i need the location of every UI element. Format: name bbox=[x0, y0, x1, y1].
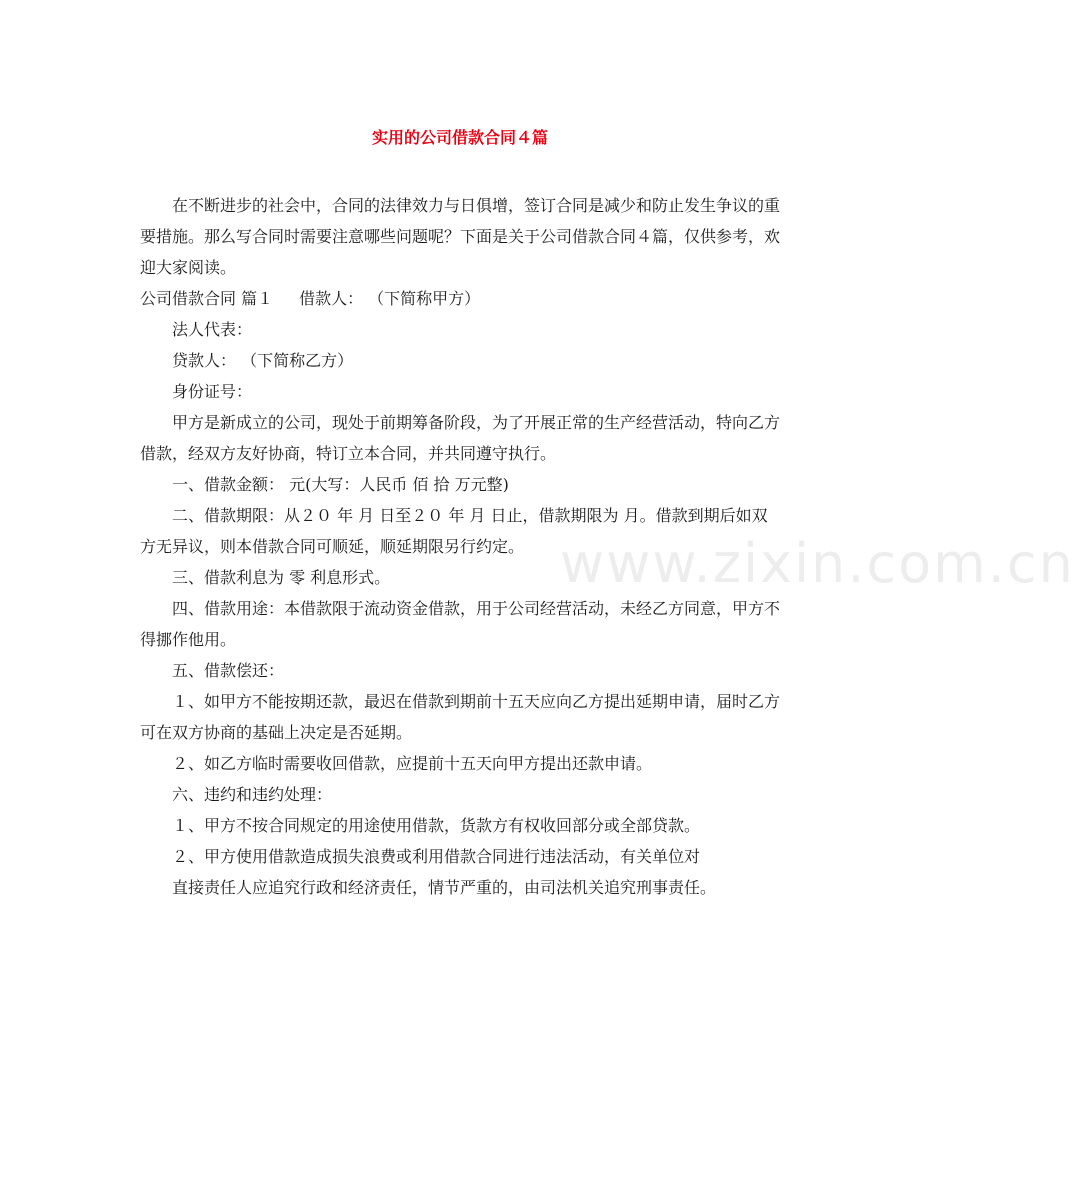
lender-line: 贷款人： （下简称乙方） bbox=[172, 351, 354, 370]
section-title: 公司借款合同 篇１ bbox=[140, 289, 274, 308]
purpose-paragraph: 甲方是新成立的公司，现处于前期筹备阶段，为了开展正常的生产经营活动，特向乙方借款，经双方友好协商，特订立本合同，并共同遵守执行。 bbox=[140, 413, 781, 463]
document-body bbox=[140, 190, 780, 903]
clause-interest: 三、借款利息为 零 利息形式。 bbox=[172, 568, 391, 587]
breach-item-2-continued: 直接责任人应追究行政和经济责任，情节严重的，由司法机关追究刑事责任。 bbox=[172, 878, 717, 897]
repayment-item-2: ２、如乙方临时需要收回借款，应提前十五天向甲方提出还款申请。 bbox=[172, 754, 653, 773]
document-title: 实用的公司借款合同４篇 bbox=[371, 128, 548, 147]
clause-repayment: 五、借款偿还： bbox=[172, 661, 285, 680]
section-heading-line bbox=[140, 283, 780, 314]
clause-amount: 一、借款金额： 元(大写：人民币 佰 拾 万元整) bbox=[172, 475, 509, 494]
id-number-line: 身份证号： bbox=[172, 382, 253, 401]
borrower-line: 借款人： （下简称甲方） bbox=[299, 289, 481, 308]
breach-item-1: １、甲方不按合同规定的用途使用借款，货款方有权收回部分或全部贷款。 bbox=[172, 816, 701, 835]
breach-item-2: ２、甲方使用借款造成损失浪费或利用借款合同进行违法活动，有关单位对 bbox=[172, 847, 701, 866]
watermark: www.zixin.com.cn bbox=[560, 532, 1075, 595]
clause-term: 二、借款期限：从２０ 年 月 日至２０ 年 月 日止，借款期限为 月。借款到期后如双方无异议，则本借款合同可顺延，顺延期限另行约定。 bbox=[140, 506, 768, 556]
repayment-item-1: １、如甲方不能按期还款，最迟在借款到期前十五天应向乙方提出延期申请，届时乙方可在双方协商的基础上决定是否延期。 bbox=[140, 692, 781, 742]
clause-usage: 四、借款用途：本借款限于流动资金借款，用于公司经营活动，未经乙方同意，甲方不得挪作他用。 bbox=[140, 599, 781, 649]
intro-paragraph: 在不断进步的社会中，合同的法律效力与日俱增，签订合同是减少和防止发生争议的重要措施。那么写合同时需要注意哪些问题呢？下面是关于公司借款合同４篇，仅供参考，欢迎大家阅读。 bbox=[140, 196, 781, 277]
clause-breach: 六、违约和违约处理： bbox=[172, 785, 333, 804]
legal-representative: 法人代表： bbox=[172, 320, 253, 339]
